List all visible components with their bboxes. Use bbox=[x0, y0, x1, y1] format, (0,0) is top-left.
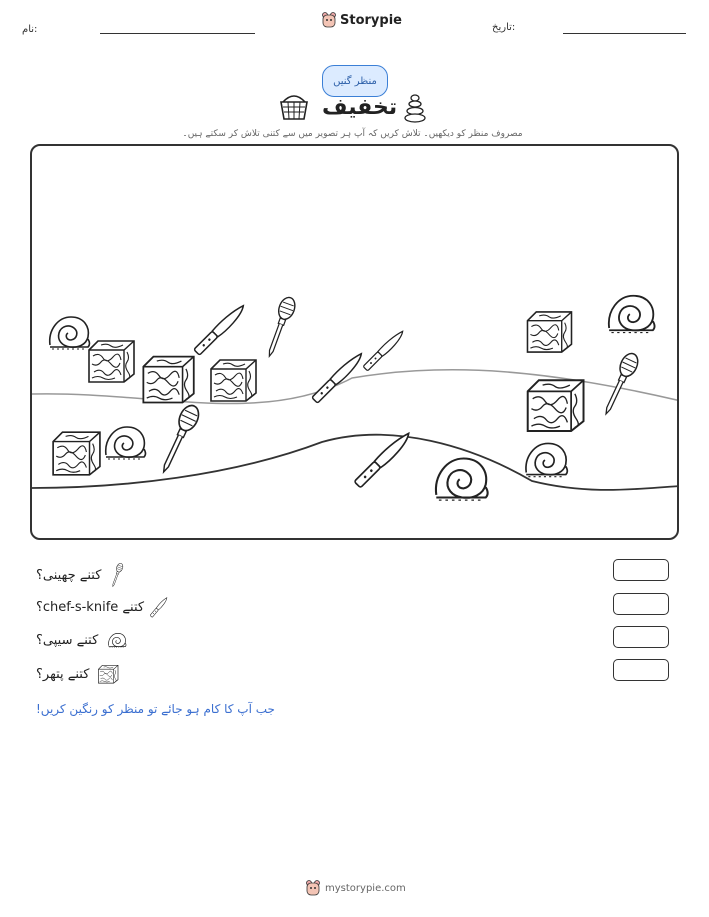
answer-box[interactable] bbox=[613, 626, 669, 648]
stacking-rings-icon bbox=[403, 93, 427, 123]
snail-shell-icon bbox=[526, 443, 567, 476]
question-text: کتنے چھینی؟ bbox=[36, 567, 102, 583]
logo-text: Storypie bbox=[340, 12, 402, 28]
stone-cube-icon bbox=[89, 341, 134, 382]
footer bbox=[306, 880, 406, 896]
chisel-icon bbox=[156, 402, 203, 475]
name-label: نام: bbox=[22, 24, 38, 35]
date-line[interactable] bbox=[563, 33, 686, 34]
chef-knife-icon bbox=[194, 303, 247, 356]
snail-shell-icon bbox=[436, 459, 488, 501]
stone-cube-icon bbox=[143, 357, 193, 403]
storypie-logo bbox=[322, 12, 402, 28]
question-text: کتنے chef-s-knife؟ bbox=[36, 599, 145, 615]
chisel-icon bbox=[105, 560, 129, 590]
stone-cube-icon bbox=[527, 312, 571, 352]
chef-knife-icon bbox=[363, 329, 406, 372]
question-text: کتنے سیپی؟ bbox=[36, 632, 99, 648]
question-row bbox=[36, 627, 128, 653]
basket-icon bbox=[279, 92, 309, 122]
snail-shell-icon bbox=[106, 631, 128, 649]
stone-cube-icon bbox=[528, 380, 584, 431]
snail-shell-icon bbox=[609, 296, 655, 333]
name-line[interactable] bbox=[100, 33, 255, 34]
date-label: تاریخ: bbox=[492, 22, 516, 33]
activity-badge: منظر گنیں bbox=[322, 65, 388, 97]
chisel-icon bbox=[599, 351, 641, 418]
answer-box[interactable] bbox=[613, 593, 669, 615]
question-row bbox=[36, 661, 119, 687]
coloring-note: جب آپ کا کام ہو جائے تو منظر کو رنگین کریں! bbox=[36, 702, 275, 716]
footer-url[interactable]: mystorypie.com bbox=[325, 882, 406, 894]
chef-knife-icon bbox=[354, 430, 413, 489]
stone-cube-icon bbox=[53, 432, 100, 475]
bear-icon bbox=[322, 12, 336, 28]
page-title: تخفیف bbox=[322, 95, 398, 120]
instructions: مصروف منظر کو دیکھیں۔ تلاش کریں کہ آپ ہر تصویر میں سے کتنی تلاش کر سکتے ہیں۔ bbox=[182, 129, 523, 139]
snail-shell-icon bbox=[50, 317, 90, 349]
chef-knife-icon bbox=[145, 593, 172, 622]
scene-frame bbox=[30, 144, 679, 540]
answer-box[interactable] bbox=[613, 559, 669, 581]
stone-cube-icon bbox=[97, 664, 119, 684]
question-text: کتنے پتھر؟ bbox=[36, 666, 90, 682]
busy-scene bbox=[32, 146, 679, 540]
question-row bbox=[36, 594, 166, 620]
chisel-icon bbox=[262, 295, 297, 359]
stone-cube-icon bbox=[211, 360, 256, 401]
question-row bbox=[36, 562, 125, 588]
answer-box[interactable] bbox=[613, 659, 669, 681]
snail-shell-icon bbox=[106, 427, 146, 459]
bear-icon bbox=[306, 880, 320, 896]
